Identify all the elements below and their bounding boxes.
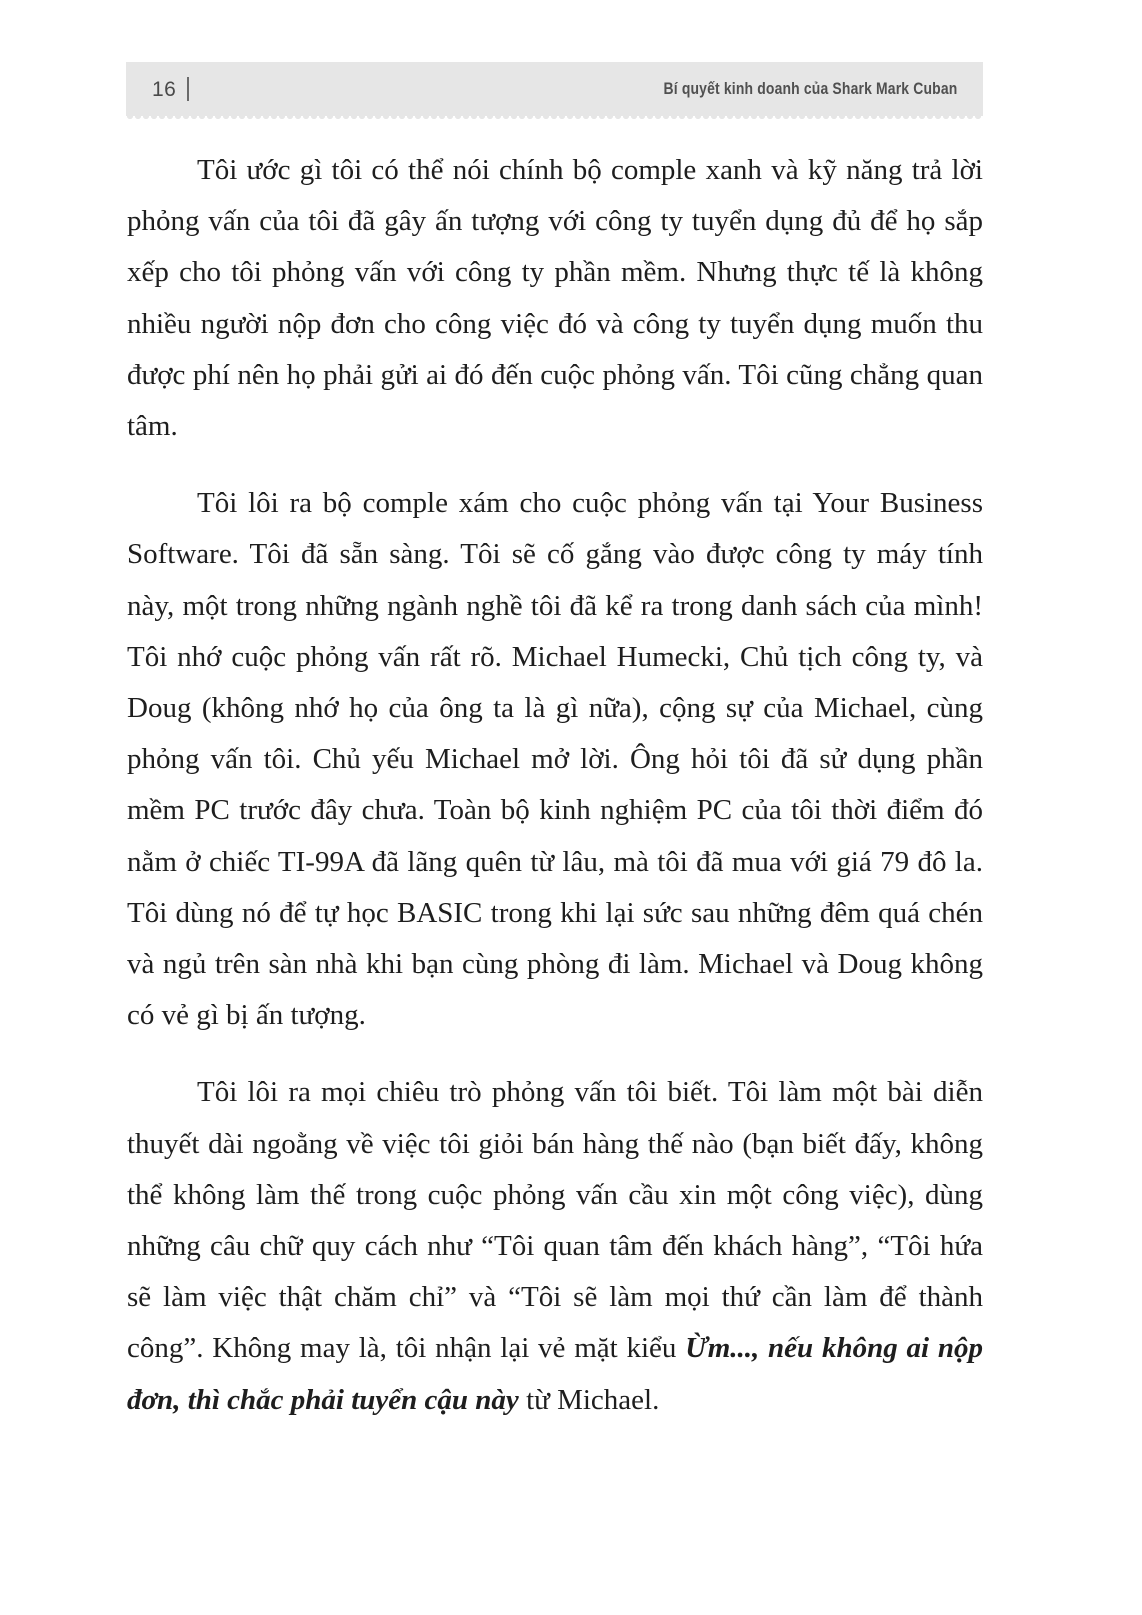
paragraph-2: Tôi lôi ra bộ comple xám cho cuộc phỏng vấn tại Your Business Software. Tôi đã sẵn sàng. Tôi sẽ cố gắng vào được công ty máy tính này, một trong những ngành nghề tôi đã kể ra trong danh sách của mình! Tôi nhớ cuộc phỏng vấn rất rõ. Michael Humecki, Chủ tịch công ty, và Doug (không nhớ họ của ông ta là gì nữa), cộng sự của Michael, cùng phỏng vấn tôi. Chủ yếu Michael mở lời. Ông hỏi tôi đã sử dụng phần mềm PC trước đây chưa. Toàn bộ kinh nghiệm PC của tôi thời điểm đó nằm ở chiếc TI-99A đã lãng quên từ lâu, mà tôi đã mua với giá 79 đô la. Tôi dùng nó để tự học BASIC trong khi lại sức sau những đêm quá chén và ngủ trên sàn nhà khi bạn cùng phòng đi làm. Michael và Doug không có vẻ gì bị ấn tượng. <box>127 487 983 1032</box>
paragraph-3-text: Tôi lôi ra mọi chiêu trò phỏng vấn tôi biết. Tôi làm một bài diễn thuyết dài ngoằng về việc tôi giỏi bán hàng thế nào (bạn biết đấy, không thể không làm thế trong cuộc phỏng vấn cầu xin một công việc), dùng những câu chữ quy cách như “Tôi quan tâm đến khách hàng”, “Tôi hứa sẽ làm việc thật chăm chỉ” và “Tôi sẽ làm mọi thứ cần làm để thành công”. Không may là, tôi nhận lại vẻ mặt kiểu <box>127 1076 983 1365</box>
book-title: Bí quyết kinh doanh của Shark Mark Cuban <box>663 79 957 98</box>
running-header <box>126 62 983 116</box>
page-body <box>127 145 983 1452</box>
italic-thought: Ừm..., nếu không ai nộp đơn, thì chắc phải tuyển cậu này <box>127 1332 983 1416</box>
paragraph-3-ending: từ Michael. <box>518 1383 660 1416</box>
paragraph-3 <box>127 1067 983 1425</box>
header-divider <box>187 77 189 101</box>
paragraph-1: Tôi ước gì tôi có thể nói chính bộ comple xanh và kỹ năng trả lời phỏng vấn của tôi đã gây ấn tượng với công ty tuyển dụng đủ để họ sắp xếp cho tôi phỏng vấn với công ty phần mềm. Nhưng thực tế là không nhiều người nộp đơn cho công việc đó và công ty tuyển dụng muốn thu được phí nên họ phải gửi ai đó đến cuộc phỏng vấn. Tôi cũng chẳng quan tâm. <box>127 154 983 443</box>
page-number: 16 <box>152 78 177 101</box>
